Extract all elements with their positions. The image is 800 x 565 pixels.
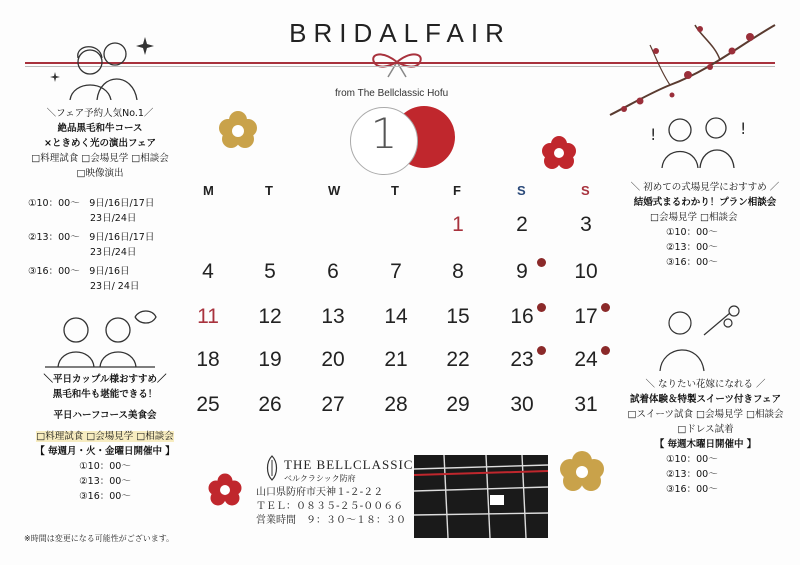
left-top-heading: ＼フェア予約人気No.1／: [46, 108, 154, 119]
calendar-day: 17: [574, 305, 598, 328]
footnote: ※時間は変更になる可能性がございます。: [24, 534, 175, 543]
calendar-day: 21: [384, 348, 408, 371]
right-top-panel: [620, 180, 790, 270]
event-dot: [601, 303, 610, 312]
calendar-day: 22: [446, 348, 470, 371]
calendar-day: 27: [321, 393, 345, 416]
weekday-header: M: [203, 183, 214, 198]
left-bottom-t1: ①10：00～: [79, 461, 131, 472]
left-top-slot2a: ②13：00～ 9日/16日/17日: [28, 232, 155, 243]
left-top-line2: ×ときめく光の演出フェア: [44, 138, 156, 149]
calendar-day: 23: [510, 348, 534, 371]
gold-plum-flower-icon-bottom: [557, 450, 607, 492]
calendar-day: 10: [574, 260, 598, 283]
right-top-options: □会場見学 □相談会: [650, 212, 738, 223]
svg-text:!: !: [740, 119, 747, 138]
right-bottom-heading: ＼ なりたい花嫁になれる ／: [645, 379, 766, 390]
couple-meeting-illustration: [640, 110, 760, 170]
area-map: [414, 455, 548, 538]
event-dot: [537, 258, 546, 267]
event-dot: [537, 303, 546, 312]
calendar-day: 5: [264, 260, 276, 283]
left-bottom-line2: 平日ハーフコース美食会: [53, 410, 157, 421]
right-bottom-options2: □ドレス試着: [677, 424, 734, 435]
calendar-day: 15: [446, 305, 470, 328]
left-bottom-options: □料理試食 □会場見学 □相談会: [36, 431, 174, 442]
event-dot: [601, 346, 610, 355]
calendar-day: 6: [327, 260, 339, 283]
calendar-day: 8: [452, 260, 464, 283]
calendar-day: 28: [384, 393, 408, 416]
calendar-day: 1: [452, 213, 464, 236]
calendar-day: 14: [384, 305, 408, 328]
right-bottom-t2: ②13：00～: [666, 469, 718, 480]
calendar-day: 12: [258, 305, 282, 328]
left-bottom-t2: ②13：00～: [79, 476, 131, 487]
left-top-options2: □映像演出: [76, 168, 124, 179]
left-top-schedule: [28, 196, 188, 294]
calendar-day: 25: [196, 393, 220, 416]
calendar-day: 7: [390, 260, 402, 283]
calendar-day: 16: [510, 305, 534, 328]
calendar-day: 4: [202, 260, 214, 283]
weekday-header: F: [453, 183, 461, 198]
calendar-day: 29: [446, 393, 470, 416]
red-plum-flower-icon-bottom: [205, 473, 245, 507]
bride-with-flower-illustration: [650, 305, 760, 373]
right-top-t1: ①10：00～: [666, 227, 718, 238]
right-bottom-t3: ③16：00～: [666, 484, 718, 495]
right-bottom-t1: ①10：00～: [666, 454, 718, 465]
shop-tel: ＴＥＬ：０８３５-２５-００６６: [256, 501, 404, 512]
calendar-day: 24: [574, 348, 598, 371]
left-bottom-heading: ＼平日カップル様おすすめ／: [43, 374, 167, 385]
shop-info: [256, 458, 413, 528]
from-subtitle: from The Bellclassic Hofu: [335, 88, 449, 99]
left-bottom-t3: ③16：00～: [79, 491, 131, 502]
event-dot: [537, 346, 546, 355]
calendar-day: 9: [516, 260, 528, 283]
right-bottom-schedule: 【 毎週木曜日開催中 】: [654, 439, 757, 450]
left-bottom-panel: [30, 372, 180, 504]
gold-plum-flower-icon: [216, 110, 260, 150]
weekday-header: T: [391, 183, 399, 198]
couple-dining-illustration: [40, 305, 160, 370]
shop-address: 山口県防府市天神１-２-２２: [256, 487, 384, 498]
weekday-header: W: [328, 183, 341, 198]
calendar-day: 20: [321, 348, 345, 371]
red-plum-flower-icon: [538, 135, 580, 171]
shop-brand-sub: ベルクラシック防府: [284, 474, 356, 483]
calendar-day: 2: [516, 213, 528, 236]
left-top-panel: [30, 106, 170, 181]
weekday-header: T: [265, 183, 273, 198]
right-bottom-line1: 試着体験＆特製スイーツ付きフェア: [630, 394, 781, 405]
couple-illustration: [45, 32, 155, 100]
left-bottom-line1: 黒毛和牛も堪能できる！: [52, 389, 158, 400]
left-top-slot3a: ③16：00～ 9日/16日: [28, 266, 130, 277]
right-top-t3: ③16：00～: [666, 257, 718, 268]
weekday-header: S: [517, 183, 526, 198]
right-top-line1: 結婚式まるわかり！プラン相談会: [633, 197, 777, 208]
shop-hours: 営業時間 ９：３０～１８：３０: [256, 515, 406, 526]
left-top-slot3b: 23日/ 24日: [90, 281, 140, 292]
plum-branch-illustration: [600, 15, 780, 125]
calendar-day: 13: [321, 305, 345, 328]
calendar-day: 30: [510, 393, 534, 416]
left-top-options1: □料理試食 □会場見学 □相談会: [31, 153, 169, 164]
svg-text:!: !: [650, 125, 657, 144]
left-top-slot1a: ①10：00～ 9日/16日/17日: [28, 198, 155, 209]
calendar-day: 31: [574, 393, 598, 416]
right-top-t2: ②13：00～: [666, 242, 718, 253]
calendar-day: 18: [196, 348, 220, 371]
calendar-day: 26: [258, 393, 282, 416]
month-number: 1: [370, 109, 398, 158]
right-bottom-options1: □スイーツ試食 □会場見学 □相談会: [627, 409, 784, 420]
calendar-day: 19: [258, 348, 282, 371]
left-bottom-schedule: 【 毎週月・火・金曜日開催中 】: [35, 446, 175, 457]
left-top-line1: 絶品黒毛和牛コース: [57, 123, 143, 134]
shop-brand: THE BELLCLASSIC: [284, 457, 414, 472]
calendar-day: 11: [197, 305, 219, 328]
page-title: BRIDALFAIR: [289, 18, 511, 48]
left-top-slot2b: 23日/24日: [90, 247, 137, 258]
weekday-header: S: [581, 183, 590, 198]
right-bottom-panel: [618, 377, 793, 497]
left-top-slot1b: 23日/24日: [90, 213, 137, 224]
right-top-heading: ＼ 初めての式場見学におすすめ ／: [630, 182, 780, 193]
calendar-day: 3: [580, 213, 592, 236]
